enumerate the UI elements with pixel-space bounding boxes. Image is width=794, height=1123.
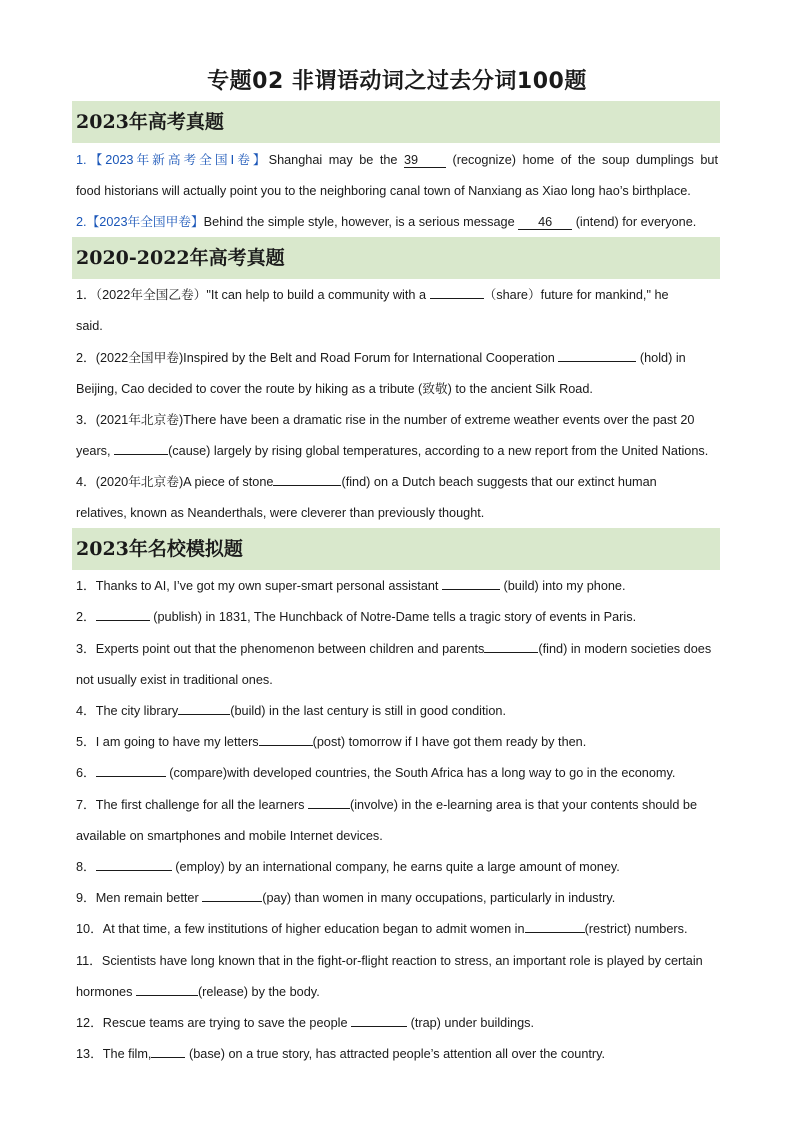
- question-line: [76, 152, 718, 168]
- answer-blank[interactable]: [259, 745, 313, 746]
- question-text: 5．I am going to have my letters: [76, 735, 259, 749]
- question-text: 13．The film,: [76, 1047, 152, 1061]
- question-line: not usually exist in traditional ones.: [76, 673, 273, 687]
- answer-blank[interactable]: [136, 995, 198, 996]
- question-text: (build) in the last century is still in good condition.: [230, 704, 506, 718]
- question-text: (build) into my phone.: [499, 579, 626, 593]
- question-text: 2．(2022全国甲卷)Inspired by the Belt and Road Forum for International Cooperation: [76, 351, 559, 365]
- answer-blank[interactable]: [430, 298, 484, 299]
- answer-blank[interactable]: 46: [518, 215, 572, 230]
- question-text: (pay) than women in many occupations, particularly in industry.: [262, 891, 616, 905]
- answer-blank[interactable]: [151, 1057, 185, 1058]
- question-text: (employ) by an international company, he earns quite a large amount of money.: [171, 860, 620, 874]
- question-text: (find) in modern societies does: [538, 642, 712, 656]
- question-line: available on smartphones and mobile Internet devices.: [76, 829, 383, 843]
- answer-blank[interactable]: 39: [404, 153, 446, 168]
- answer-blank[interactable]: [558, 361, 636, 362]
- question-text: （share）future for mankind," he: [483, 288, 669, 302]
- question-line: Beijing, Cao decided to cover the route by hiking as a tribute (致敬) to the ancient Silk Road.: [76, 382, 593, 396]
- question-line: [76, 859, 718, 875]
- answer-blank[interactable]: [351, 1026, 407, 1027]
- question-text: 2．: [76, 610, 96, 624]
- question-text: 1．Thanks to AI, I’ve got my own super-smart personal assistant: [76, 579, 442, 593]
- question-line: relatives, known as Neanderthals, were cleverer than previously thought.: [76, 506, 485, 520]
- answer-blank[interactable]: [96, 870, 172, 871]
- answer-blank[interactable]: [273, 485, 341, 486]
- answer-blank[interactable]: [96, 776, 166, 777]
- answer-blank[interactable]: [96, 620, 150, 621]
- question-text: 4．The city library: [76, 704, 179, 718]
- question-line: [76, 1046, 718, 1062]
- question-line: 11．Scientists have long known that in the fight-or-flight reaction to stress, an important role is played by certain: [76, 954, 703, 968]
- question-text: 10．At that time, a few institutions of higher education began to admit women in: [76, 922, 525, 936]
- question-text: (post) tomorrow if I have got them ready by then.: [312, 735, 587, 749]
- page-title: 专题02 非谓语动词之过去分词100题: [207, 69, 587, 94]
- question-text: (hold) in: [636, 351, 686, 365]
- question-source: 【2023年新高考全国Ⅰ卷】: [86, 153, 269, 167]
- question-line: [76, 214, 718, 230]
- question-text: 4．(2020年北京卷)A piece of stone: [76, 475, 274, 489]
- answer-blank[interactable]: [525, 932, 585, 933]
- question-text: (cause) largely by rising global temperatures, according to a new report from the United Nations.: [168, 444, 709, 458]
- question-line: [76, 474, 718, 490]
- question-line: said.: [76, 319, 103, 333]
- question-text: Behind the simple style, however, is a serious message: [203, 215, 519, 229]
- question-text: (find) on a Dutch beach suggests that our extinct human: [341, 475, 657, 489]
- question-line: 3．(2021年北京卷)There have been a dramatic rise in the number of extreme weather events over the past 20: [76, 413, 695, 427]
- question-text: 1．（2022年全国乙卷）"It can help to build a community with a: [76, 288, 430, 302]
- question-text: hormones: [76, 985, 136, 999]
- question-text: (release) by the body.: [197, 985, 320, 999]
- question-text: (publish) in 1831, The Hunchback of Notre-Dame tells a tragic story of events in Paris.: [149, 610, 637, 624]
- section-heading: 2023年高考真题: [76, 111, 224, 133]
- question-line: [76, 890, 718, 906]
- question-text: 9．Men remain better: [76, 891, 203, 905]
- question-line: [76, 703, 718, 719]
- question-text: (involve) in the e-learning area is that your contents should be: [350, 798, 698, 812]
- section-heading: 2023年名校模拟题: [76, 538, 243, 560]
- answer-blank[interactable]: [308, 808, 350, 809]
- answer-blank[interactable]: [178, 714, 230, 715]
- answer-blank[interactable]: [202, 901, 262, 902]
- answer-blank[interactable]: [484, 652, 538, 653]
- question-text: (restrict) numbers.: [584, 922, 688, 936]
- question-line: [76, 443, 718, 459]
- question-line: [76, 984, 718, 1000]
- question-line: [76, 641, 718, 657]
- question-line: [76, 609, 718, 625]
- question-number: 2.: [76, 215, 87, 229]
- question-number: 1.: [76, 153, 87, 167]
- question-text: years,: [76, 444, 115, 458]
- question-line: [76, 578, 718, 594]
- question-text: (base) on a true story, has attracted people’s attention all over the country.: [185, 1047, 606, 1061]
- question-text: Shanghai may be the: [268, 153, 404, 167]
- question-text: (compare)with developed countries, the South Africa has a long way to go in the economy.: [165, 766, 676, 780]
- question-text: 7．The first challenge for all the learners: [76, 798, 309, 812]
- question-text: 6．: [76, 766, 96, 780]
- question-line: [76, 797, 718, 813]
- question-line: [76, 921, 718, 937]
- question-line: [76, 350, 718, 366]
- answer-blank[interactable]: [114, 454, 168, 455]
- question-line: [76, 734, 718, 750]
- question-line: [76, 287, 718, 303]
- question-source: 【2023年全国甲卷】: [86, 215, 204, 229]
- section-heading: 2020-2022年高考真题: [76, 247, 285, 269]
- question-line: [76, 1015, 718, 1031]
- answer-blank[interactable]: [442, 589, 500, 590]
- question-line: food historians will actually point you to the neighboring canal town of Nanxiang as Xiao long hao’s birthplace.: [76, 184, 691, 198]
- question-text: 3．Experts point out that the phenomenon between children and parents: [76, 642, 485, 656]
- question-text: 12．Rescue teams are trying to save the people: [76, 1016, 352, 1030]
- question-line: [76, 765, 718, 781]
- question-text: 8．: [76, 860, 96, 874]
- question-text: (trap) under buildings.: [407, 1016, 535, 1030]
- question-text: (recognize) home of the soup dumplings but: [446, 153, 718, 167]
- question-text: (intend) for everyone.: [572, 215, 697, 229]
